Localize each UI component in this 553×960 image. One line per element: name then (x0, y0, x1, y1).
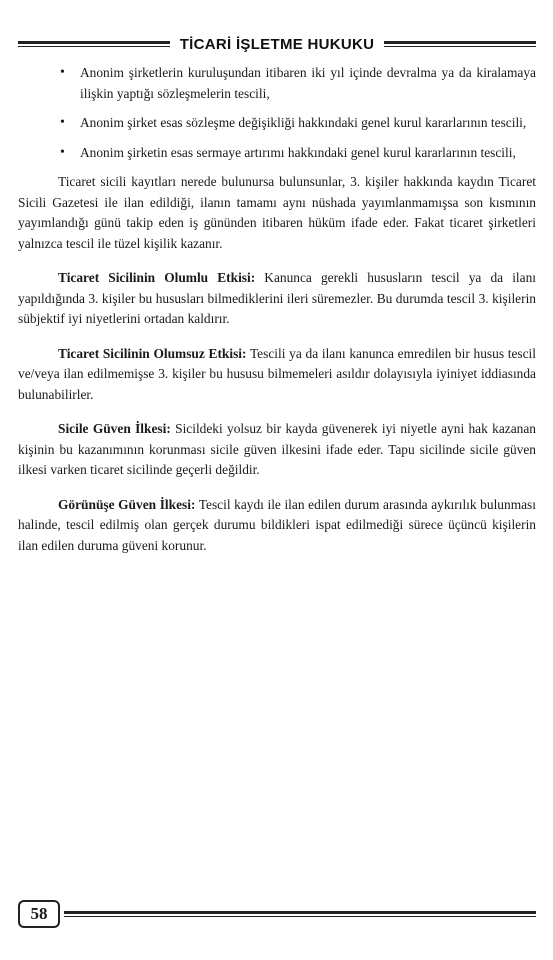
paragraph-positive-effect (18, 268, 536, 330)
page-body (18, 63, 536, 570)
paragraph-registry-effect (18, 172, 536, 254)
paragraph-heading: Ticaret Sicilinin Olumsuz Etkisi: (58, 345, 247, 361)
bullet-icon: • (60, 65, 65, 80)
paragraph-heading: Sicile Güven İlkesi: (58, 421, 171, 436)
list-item (18, 63, 536, 104)
paragraph-registry-trust (18, 419, 536, 481)
paragraph-text: Sicildeki yolsuz bir kayda güvenerek iyi niyetle ayni hak kazanan kişinin bu kazanımının korunması sicile güven ilkesini ifade eder. Tapu sicilinde sicile güven ilkesi varken ticaret sicilinde geçerli değildir. (18, 421, 536, 477)
paragraph-negative-effect (18, 344, 536, 406)
list-item-text: Anonim şirketlerin kuruluşundan itibaren iki yıl içinde devralma ya da kiralamaya ilişkin yaptığı sözleşmelerin tescili, (80, 65, 536, 101)
bullet-list (18, 63, 536, 163)
paragraph-heading: Görünüşe Güven İlkesi: (58, 496, 196, 512)
header-rule-right (384, 41, 536, 47)
bullet-icon: • (60, 144, 65, 160)
list-item (18, 143, 536, 164)
paragraph-text: Ticaret sicili kayıtları nerede bulunursa bulunsunlar, 3. kişiler hakkında kaydın Ticaret Sicili Gazetesi ile ilan edildiği, ilanın tamamı aynı nüshada yayımlanmamışsa son kısmının yayımlandığı günü takip eden iş gününden itibaren hüküm ifade eder. Fakat ticaret şirketleri yalnızca tescil ile tüzel kişilik kazanır. (18, 174, 536, 251)
page-number: 58 (18, 900, 60, 928)
paragraph-appearance-trust (18, 495, 536, 557)
running-header (18, 33, 536, 55)
page-footer (18, 898, 536, 930)
header-rule-left (18, 41, 170, 47)
footer-rule (64, 911, 536, 917)
list-item-text: Anonim şirket esas sözleşme değişikliği hakkındaki genel kurul kararlarının tescili, (80, 115, 527, 130)
list-item-text: Anonim şirketin esas sermaye artırımı hakkındaki genel kurul kararlarının tescili, (80, 144, 516, 160)
paragraph-text: Tescili ya da ilanı kanunca emredilen bir husus tescil ve/veya ilan edilmemişse 3. kişiler bu hususu bilmemeleri asıldır dolayısıyla iyiniyet iddiasında bulunabilirler. (18, 345, 536, 402)
paragraph-heading: Ticaret Sicilinin Olumlu Etkisi: (58, 270, 256, 285)
header-title: TİCARİ İŞLETME HUKUKU (179, 35, 375, 53)
bullet-icon: • (60, 115, 65, 130)
paragraph-text: Kanunca gerekli hususların tescil ya da ilanı yapıldığında 3. kişiler bu hususları bilmediklerini ileri süremezler. Bu durumda tescil 3. kişilerin sübjektif iyi niyetlerini ortadan kaldırır. (18, 270, 536, 326)
paragraph-text: Tescil kaydı ile ilan edilen durum arasında aykırılık bulunması halinde, tescil edilmiş olan gerçek durumu bildikleri ispat edilmediği sürece üçüncü kişilerin ilan edilen duruma güveni korunur. (18, 496, 536, 553)
list-item (18, 113, 536, 134)
